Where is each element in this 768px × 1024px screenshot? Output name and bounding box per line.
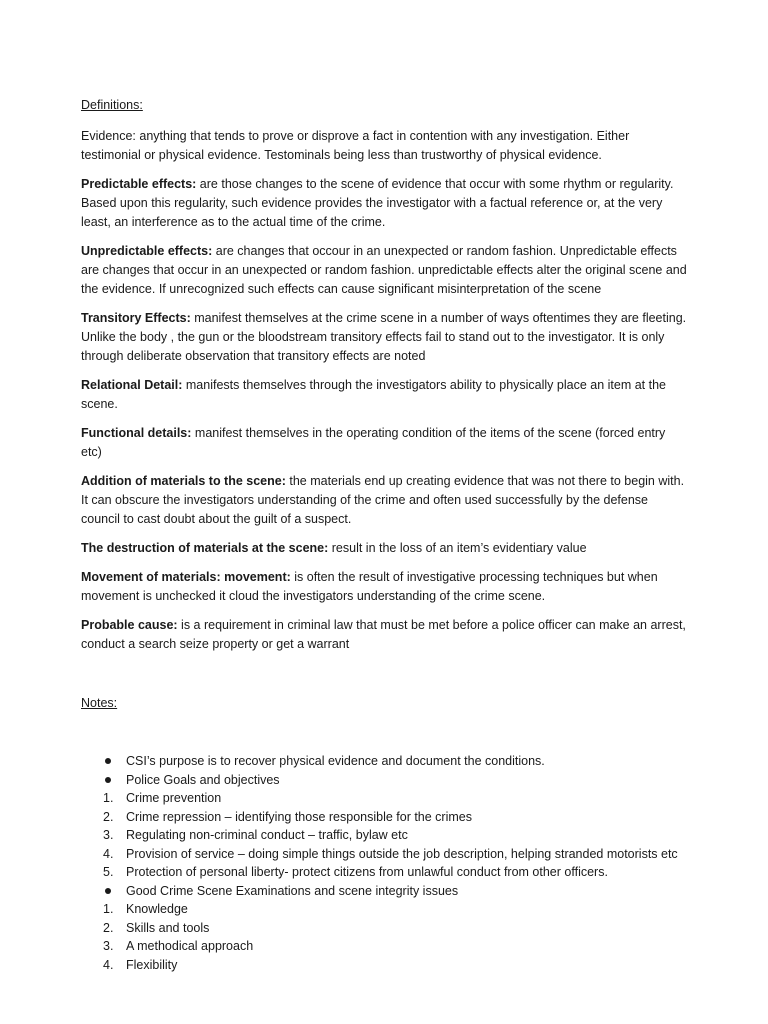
list-item-text: Protection of personal liberty- protect citizens from unlawful conduct from other officers. [126, 865, 608, 879]
list-item-text: Crime prevention [126, 791, 222, 805]
list-number: 3. [103, 939, 114, 953]
definition-text: Evidence: anything that tends to prove or disprove a fact in contention with any investigation. Either testimonial or physical evidence. Testominals being less than trustworthy of physical evidence. [81, 129, 630, 162]
list-item [81, 882, 687, 901]
definition-transitory-effects [81, 309, 687, 366]
list-number: 2. [103, 920, 114, 935]
definition-text: manifest themselves in the operating condition of the items of the scene (forced entry etc) [81, 426, 666, 459]
definition-text: are changes that occour in an unexpected or random fashion. Unpredictable effects are changes that occur in an unexpected or random fashion. unpredictable effects alter the original scene and the evidence. If unrecognized such effects can cause significant misinterpretation of the scene [81, 244, 687, 296]
definition-text: are those changes to the scene of evidence that occur with some rhythm or regularity. Based upon this regularity, such evidence provides the investigator with a factual reference or, at the very least, an interference as to the actual time of the crime. [81, 177, 674, 229]
list-item [81, 900, 687, 919]
definition-text: is often the result of investigative processing techniques but when movement is unchecked it cloud the investigators understanding of the crime scene. [81, 570, 658, 603]
list-item-text: Crime repression – identifying those responsible for the crimes [126, 809, 472, 824]
list-item [81, 808, 687, 827]
definition-destruction-of-materials [81, 539, 687, 558]
definition-unpredictable-effects [81, 242, 687, 299]
document-content [81, 96, 687, 974]
list-item [81, 956, 687, 975]
bullet-icon [105, 777, 111, 783]
notes-list [81, 752, 687, 974]
list-number: 1. [103, 791, 114, 805]
list-item-text: Police Goals and objectives [126, 772, 280, 787]
definition-predictable-effects [81, 175, 687, 232]
definition-text: manifest themselves at the crime scene in a number of ways oftentimes they are fleeting. Unlike the body , the gun or the bloodstream transitory effects fail to stand out to the investigator. It is only through deliberate observation that transitory effects are noted [81, 311, 687, 363]
list-item-text: A methodical approach [126, 939, 254, 953]
list-item [81, 771, 687, 790]
list-item-text: Knowledge [126, 902, 188, 916]
list-item-text: Skills and tools [126, 920, 210, 935]
list-item [81, 919, 687, 938]
list-item [81, 752, 687, 771]
definition-term: Relational Detail: [81, 378, 183, 392]
definition-text: result in the loss of an item’s evidentiary value [328, 541, 587, 555]
definition-term: Functional details: [81, 426, 192, 440]
list-number: 1. [103, 902, 114, 916]
definition-text: manifests themselves through the investigators ability to physically place an item at the scene. [81, 378, 666, 411]
list-item [81, 845, 687, 864]
list-item [81, 826, 687, 845]
list-number: 4. [103, 957, 114, 972]
definition-term: Addition of materials to the scene: [81, 474, 286, 488]
definition-term: Movement of materials: movement: [81, 570, 291, 584]
definition-term: Predictable effects: [81, 177, 197, 191]
list-item-text: Flexibility [126, 957, 178, 972]
list-number: 5. [103, 865, 114, 879]
list-item [81, 863, 687, 882]
list-number: 3. [103, 828, 114, 842]
definition-term: Transitory Effects: [81, 311, 191, 325]
definition-evidence [81, 127, 687, 165]
list-item-text: Regulating non-criminal conduct – traffic, bylaw etc [126, 828, 408, 842]
definitions-heading: Definitions: [81, 98, 143, 112]
list-item [81, 789, 687, 808]
bullet-icon [105, 888, 111, 894]
definition-addition-of-materials [81, 472, 687, 529]
definition-probable-cause [81, 616, 687, 654]
definition-text: the materials end up creating evidence that was not there to begin with. It can obscure the investigators understanding of the crime and often used successfully by the defense council to cast doubt about the guilt of a suspect. [81, 474, 685, 526]
definition-movement-of-materials [81, 568, 687, 606]
definition-functional-details [81, 424, 687, 462]
definition-term: Unpredictable effects: [81, 244, 213, 258]
list-item-text: CSI’s purpose is to recover physical evidence and document the conditions. [126, 754, 545, 768]
definition-relational-detail [81, 376, 687, 414]
definition-text: is a requirement in criminal law that must be met before a police officer can make an arrest, conduct a search seize property or get a warrant [81, 618, 686, 651]
list-number: 4. [103, 846, 114, 861]
definition-term: The destruction of materials at the scene: [81, 541, 329, 555]
definition-term: Probable cause: [81, 618, 178, 632]
list-item [81, 937, 687, 956]
notes-heading: Notes: [81, 696, 118, 710]
list-number: 2. [103, 809, 114, 824]
list-item-text: Good Crime Scene Examinations and scene integrity issues [126, 883, 459, 898]
list-item-text: Provision of service – doing simple things outside the job description, helping stranded motorists etc [126, 846, 678, 861]
bullet-icon [105, 758, 111, 764]
